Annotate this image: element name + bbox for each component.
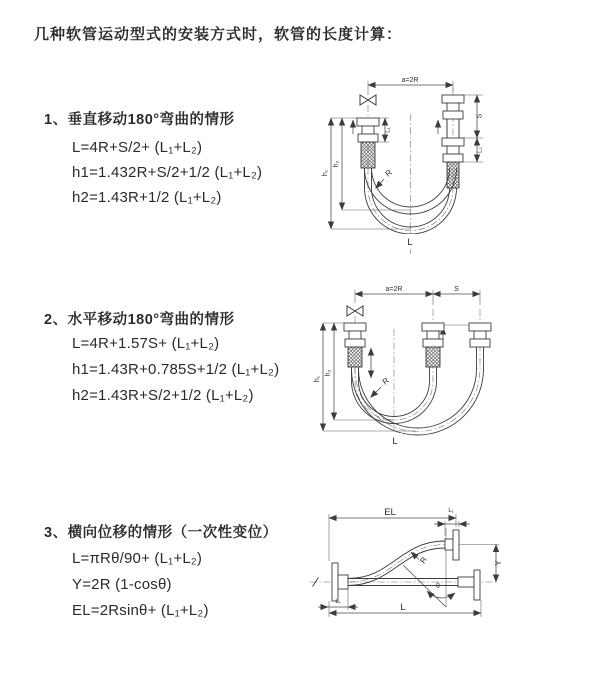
- dim-label-h1: h₁: [322, 169, 329, 177]
- angle-construction: [403, 565, 455, 607]
- diagram-lateral-displacement: [300, 498, 600, 648]
- hose-lines: [348, 541, 458, 586]
- flange-fittings: [344, 323, 491, 367]
- dim-label-a2r: a=2R: [401, 77, 419, 84]
- dim-label-s: S: [476, 113, 484, 119]
- length-label: L: [407, 237, 413, 248]
- right-flange-fittings: [442, 95, 464, 188]
- extension-lines: [329, 514, 499, 617]
- dim-label-h1: h₁: [314, 375, 321, 383]
- braid-section: [426, 347, 440, 367]
- valve-icon: [360, 95, 376, 105]
- section-3-formula-y: Y=2R (1-cosθ): [72, 576, 172, 593]
- section-1-heading: 1、垂直移动180°弯曲的情形: [44, 112, 235, 128]
- diagram-horizontal-180-bend: [302, 281, 600, 456]
- flange-fittings: [332, 530, 480, 601]
- radius-label: R: [380, 375, 391, 387]
- dim-label-l1-bottom: L₁: [335, 599, 341, 605]
- section-1-formula-h1: h1=1.432R+S/2+1/2 (L₁+L₂): [72, 164, 263, 181]
- dim-label-l2: L₂: [477, 147, 484, 153]
- valve-icon: [347, 306, 363, 316]
- section-3-heading: 3、横向位移的情形（一次性变位）: [44, 525, 278, 541]
- dim-label-h2: h₂: [325, 369, 332, 377]
- section-1-formula-l: L=4R+S/2+ (L₁+L₂): [72, 139, 203, 156]
- dim-label-h2: h₂: [333, 160, 340, 168]
- section-2-formula-h2: h2=1.43R+S/2+1/2 (L₁+L₂): [72, 387, 254, 404]
- diagram-vertical-180-bend: [305, 68, 595, 268]
- section-2-formula-h1: h1=1.43R+0.785S+1/2 (L₁+L₂): [72, 361, 280, 378]
- section-3-formula-el: EL=2Rsinθ+ (L₁+L₂): [72, 602, 209, 619]
- radius-label: R: [383, 167, 394, 179]
- page-title: 几种软管运动型式的安装方式时，软管的长度计算：: [34, 26, 403, 43]
- dim-label-y: Y: [494, 560, 503, 566]
- braid-section: [361, 142, 375, 168]
- centerlines: [355, 309, 480, 434]
- section-1-formula-h2: h2=1.43R+1/2 (L₁+L₂): [72, 189, 222, 206]
- section-2-formula-l: L=4R+1.57S+ (L₁+L₂): [72, 335, 220, 352]
- section-2-heading: 2、水平移动180°弯曲的情形: [44, 312, 235, 328]
- angle-label: θ: [436, 583, 440, 590]
- radius-label: R: [418, 555, 429, 566]
- length-label: L: [392, 436, 398, 447]
- dim-label-a2r: a=2R: [385, 286, 403, 293]
- braid-section: [348, 347, 362, 367]
- dim-label-l1: L₁: [385, 127, 392, 133]
- dim-label-el: EL: [384, 507, 396, 518]
- dim-label-l1-top: L₁: [448, 508, 454, 514]
- dim-label-s: S: [454, 286, 459, 293]
- length-label: L: [400, 602, 406, 613]
- section-3-formula-l: L=πRθ/90+ (L₁+L₂): [72, 550, 203, 567]
- dimension-lines: [318, 518, 496, 613]
- left-flange-fitting: [357, 118, 379, 168]
